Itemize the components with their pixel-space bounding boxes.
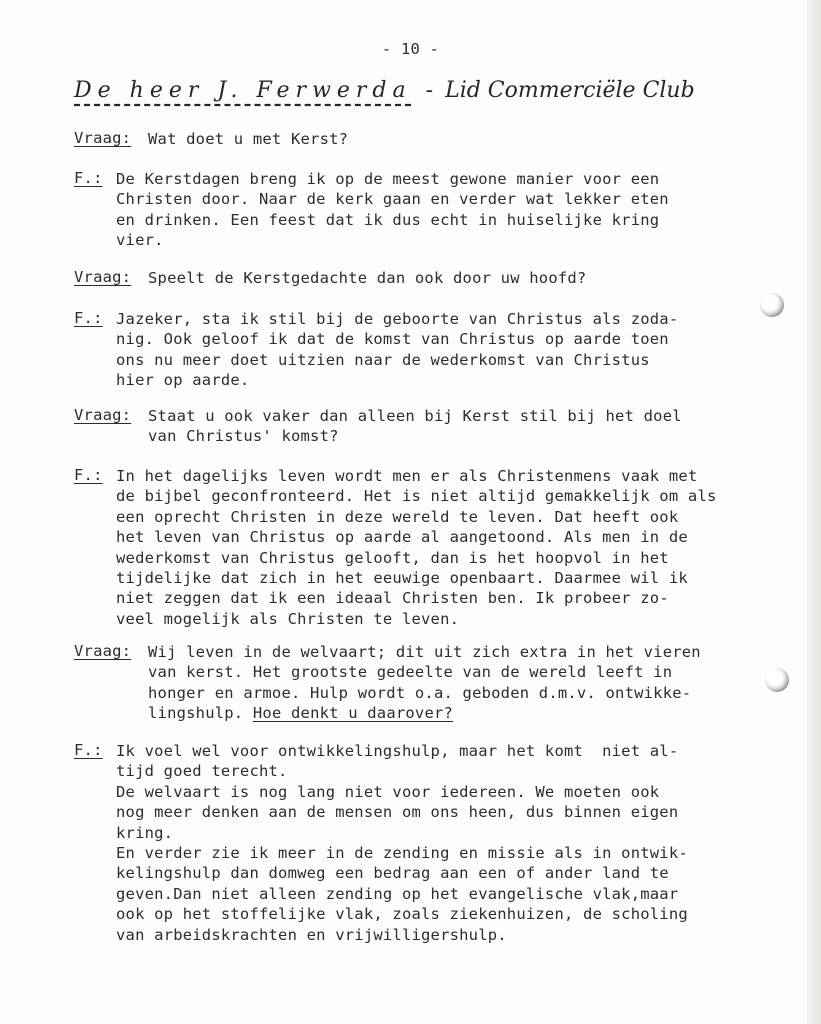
text-line: nog meer denken aan de mensen om ons heen, dus binnen eigen: [116, 803, 679, 822]
text-line: een oprecht Christen in deze wereld te leven. Dat heeft ook: [116, 507, 679, 526]
question-block: [74, 642, 784, 724]
question-text: [148, 642, 784, 724]
answer-text: [116, 169, 784, 251]
text-line: ook op het stoffelijke vlak, zoals ziekenhuizen, de scholing: [116, 905, 688, 924]
text-line: van kerst. Het grootste gedeelte van de wereld leeft in: [148, 663, 673, 682]
text-line: tijd goed terecht.: [116, 762, 288, 781]
text-line: honger en armoe. Hulp wordt o.a. geboden d.m.v. ontwikke-: [148, 683, 692, 702]
text-line: het leven van Christus op aarde al aangetoond. Als men in de: [116, 528, 688, 547]
question-text: [148, 129, 784, 149]
text-line: kelingshulp dan domweg een bedrag aan een of ander land te: [116, 864, 669, 883]
answer-label: F.:: [74, 309, 103, 327]
text-line: nig. Ook geloof ik dat de komst van Christus op aarde toen: [116, 330, 669, 349]
interview-heading: [74, 78, 695, 103]
text-line: Ik voel wel voor ontwikkelingshulp, maar het komt niet al-: [116, 742, 679, 760]
answer-label: F.:: [74, 741, 103, 759]
answer-text: [116, 466, 784, 629]
answer-block: [74, 309, 784, 391]
question-text: [148, 406, 784, 447]
text-line: niet zeggen dat ik een ideaal Christen ben. Ik probeer zo-: [116, 589, 669, 608]
text-line: en drinken. Een feest dat ik dus echt in huiselijke kring: [116, 210, 660, 229]
text-line: kring.: [116, 823, 174, 842]
text-line: ons nu meer doet uitzien naar de wederkomst van Christus: [116, 350, 650, 369]
question-block: [74, 268, 784, 288]
page-number: - 10 -: [381, 40, 440, 58]
text-line: De welvaart is nog lang niet voor iedereen. We moeten ook: [116, 782, 660, 801]
answer-text: [116, 741, 784, 945]
underlined-question: Hoe denkt u daarover?: [252, 704, 454, 723]
question-block: [74, 406, 784, 447]
text-line: In het dagelijks leven wordt men er als Christenmens vaak met: [116, 467, 698, 485]
answer-block: [74, 466, 784, 629]
answer-label: F.:: [74, 466, 103, 484]
text-fragment: lingshulp.: [148, 704, 244, 723]
paper-edge: [807, 0, 821, 1024]
question-block: [74, 129, 784, 149]
text-line: Speelt de Kerstgedachte dan ook door uw hoofd?: [148, 269, 587, 287]
heading-separator: -: [425, 78, 434, 103]
answer-block: [74, 741, 784, 945]
question-text: [148, 268, 784, 288]
answer-text: [116, 309, 784, 391]
text-line: Wat doet u met Kerst?: [148, 130, 349, 148]
text-line: En verder zie ik meer in de zending en missie als in ontwik-: [116, 843, 688, 862]
text-line: Staat u ook vaker dan alleen bij Kerst stil bij het doel: [148, 407, 682, 425]
text-line: De Kerstdagen breng ik op de meest gewone manier voor een: [116, 170, 660, 188]
interviewee-role: Lid Commerciële Club: [445, 78, 695, 103]
question-label: Vraag:: [74, 129, 132, 147]
text-line: geven.Dan niet alleen zending op het evangelische vlak,maar: [116, 884, 679, 903]
text-line: de bijbel geconfronteerd. Het is niet altijd gemakkelijk om als: [116, 487, 717, 506]
text-line: Jazeker, sta ik stil bij de geboorte van Christus als zoda-: [116, 310, 679, 328]
text-line: wederkomst van Christus gelooft, dan is het hoopvol in het: [116, 548, 669, 567]
text-line: Christen door. Naar de kerk gaan en verder wat lekker eten: [116, 190, 669, 209]
question-label: Vraag:: [74, 268, 132, 286]
text-line: veel mogelijk als Christen te leven.: [116, 609, 460, 628]
text-line: van arbeidskrachten en vrijwilligershulp.: [116, 925, 507, 944]
text-line: vier.: [116, 231, 164, 250]
interviewee-name: De heer J. Ferwerda: [74, 78, 412, 103]
question-label: Vraag:: [74, 642, 132, 660]
text-line: [148, 703, 784, 723]
question-label: Vraag:: [74, 406, 132, 424]
text-line: hier op aarde.: [116, 371, 250, 390]
answer-block: [74, 169, 784, 251]
text-line: Wij leven in de welvaart; dit uit zich extra in het vieren: [148, 643, 701, 661]
text-line: van Christus' komst?: [148, 427, 339, 446]
answer-label: F.:: [74, 169, 103, 187]
text-line: tijdelijke dat zich in het eeuwige openbaart. Daarmee wil ik: [116, 568, 688, 587]
